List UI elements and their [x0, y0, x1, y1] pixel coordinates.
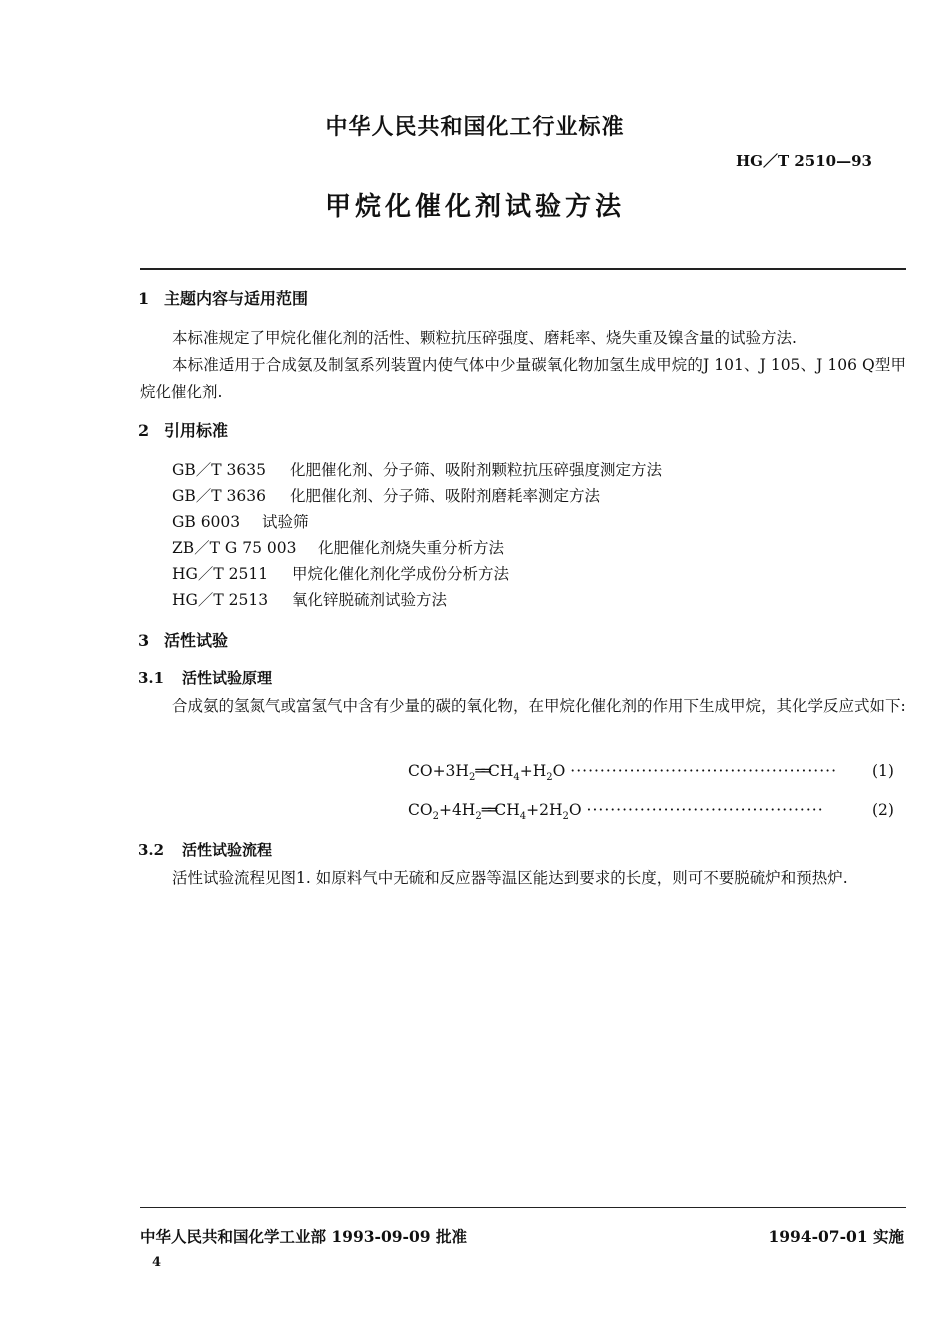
section-title: 活性试验	[164, 631, 229, 650]
equation-2-number: (2)	[872, 801, 894, 819]
document-title: 甲烷化催化剂试验方法	[324, 192, 625, 222]
equation-2	[408, 801, 824, 822]
equation-leader-dots: ·············································	[570, 762, 838, 780]
equation-subscript: 4	[519, 811, 527, 823]
section-1-paragraph-1: 本标准规定了甲烷化催化剂的活性、颗粒抗压碎强度、磨耗率、烧失重及镍含量的试验方法.	[172, 329, 797, 347]
equation-term: +4H	[438, 801, 476, 819]
equation-1	[408, 762, 837, 783]
equation-1-number: (1)	[872, 762, 894, 780]
subsection-3-2-paragraph: 活性试验流程见图1. 如原料气中无硫和反应器等温区能达到要求的长度，则可不要脱硫炉和预热炉.	[172, 869, 848, 887]
reference-title: 试验筛	[262, 513, 309, 531]
reference-title: 氧化锌脱硫剂试验方法	[292, 591, 448, 609]
equation-term: O	[552, 762, 566, 780]
reference-item	[172, 588, 447, 610]
equation-term: CO+3H	[408, 762, 469, 780]
section-1-heading	[138, 286, 308, 309]
equation-term: O	[568, 801, 582, 819]
equation-subscript: 2	[432, 811, 439, 823]
subsection-number: 3.2	[138, 841, 165, 859]
reference-item	[172, 510, 309, 532]
reference-title: 化肥催化剂、分子筛、吸附剂磨耗率测定方法	[290, 487, 601, 505]
section-title: 主题内容与适用范围	[164, 289, 309, 308]
equation-subscript: 2	[546, 772, 553, 784]
subsection-3-1-paragraph: 合成氨的氢氮气或富氢气中含有少量的碳的氧化物，在甲烷化催化剂的作用下生成甲烷，其化学反应式如下:	[172, 697, 906, 715]
section-number: 3	[138, 631, 150, 650]
implementation-date: 1994-07-01 实施	[768, 1227, 904, 1246]
equation-term: +2H	[526, 801, 563, 819]
reference-code: GB／T 3636	[172, 487, 266, 505]
reference-item	[172, 484, 600, 506]
equation-subscript: 2	[468, 772, 476, 784]
subsection-number: 3.1	[138, 669, 165, 687]
section-number: 1	[138, 289, 150, 308]
equation-subscript: 2	[562, 811, 569, 823]
approval-line: 中华人民共和国化学工业部 1993-09-09 批准	[140, 1227, 467, 1246]
section-3-heading	[138, 628, 228, 651]
footer-divider	[140, 1207, 906, 1208]
reference-code: GB／T 3635	[172, 461, 266, 479]
equation-leader-dots: ········································	[586, 801, 824, 819]
equation-term: CH	[487, 762, 514, 780]
reference-title: 化肥催化剂、分子筛、吸附剂颗粒抗压碎强度测定方法	[290, 461, 663, 479]
subsection-3-2-heading	[138, 839, 272, 860]
equation-equals: ══	[481, 801, 495, 819]
equation-equals: ══	[475, 762, 488, 780]
reference-title: 甲烷化催化剂化学成份分析方法	[292, 565, 510, 583]
subsection-title: 活性试验流程	[182, 841, 273, 859]
equation-subscript: 2	[475, 811, 482, 823]
reference-title: 化肥催化剂烧失重分析方法	[318, 539, 505, 557]
reference-item	[172, 536, 504, 558]
reference-code: HG／T 2511	[172, 565, 269, 583]
reference-code: GB 6003	[172, 513, 241, 531]
section-1-paragraph-2: 本标准适用于合成氨及制氢系列装置内使气体中少量碳氧化物加氢生成甲烷的J 101、J 105、J 106 Q型甲烷化催化剂.	[140, 356, 906, 401]
subsection-title: 活性试验原理	[182, 669, 273, 687]
section-number: 2	[138, 421, 150, 440]
top-divider	[140, 268, 906, 270]
equation-term: +H	[519, 762, 547, 780]
equation-subscript: 4	[513, 772, 520, 784]
subsection-3-1-heading	[138, 667, 272, 688]
equation-term: CH	[494, 801, 520, 819]
equation-term: CO	[408, 801, 433, 819]
reference-item	[172, 562, 509, 584]
section-2-heading	[138, 418, 228, 441]
header-organization: 中华人民共和国化工行业标准	[325, 114, 625, 140]
reference-item	[172, 458, 662, 480]
standard-number: HG／T 2510—93	[736, 152, 872, 170]
reference-code: ZB／T G 75 003	[172, 539, 297, 557]
reference-code: HG／T 2513	[172, 591, 269, 609]
section-title: 引用标准	[164, 421, 229, 440]
page-number: 4	[152, 1255, 162, 1270]
